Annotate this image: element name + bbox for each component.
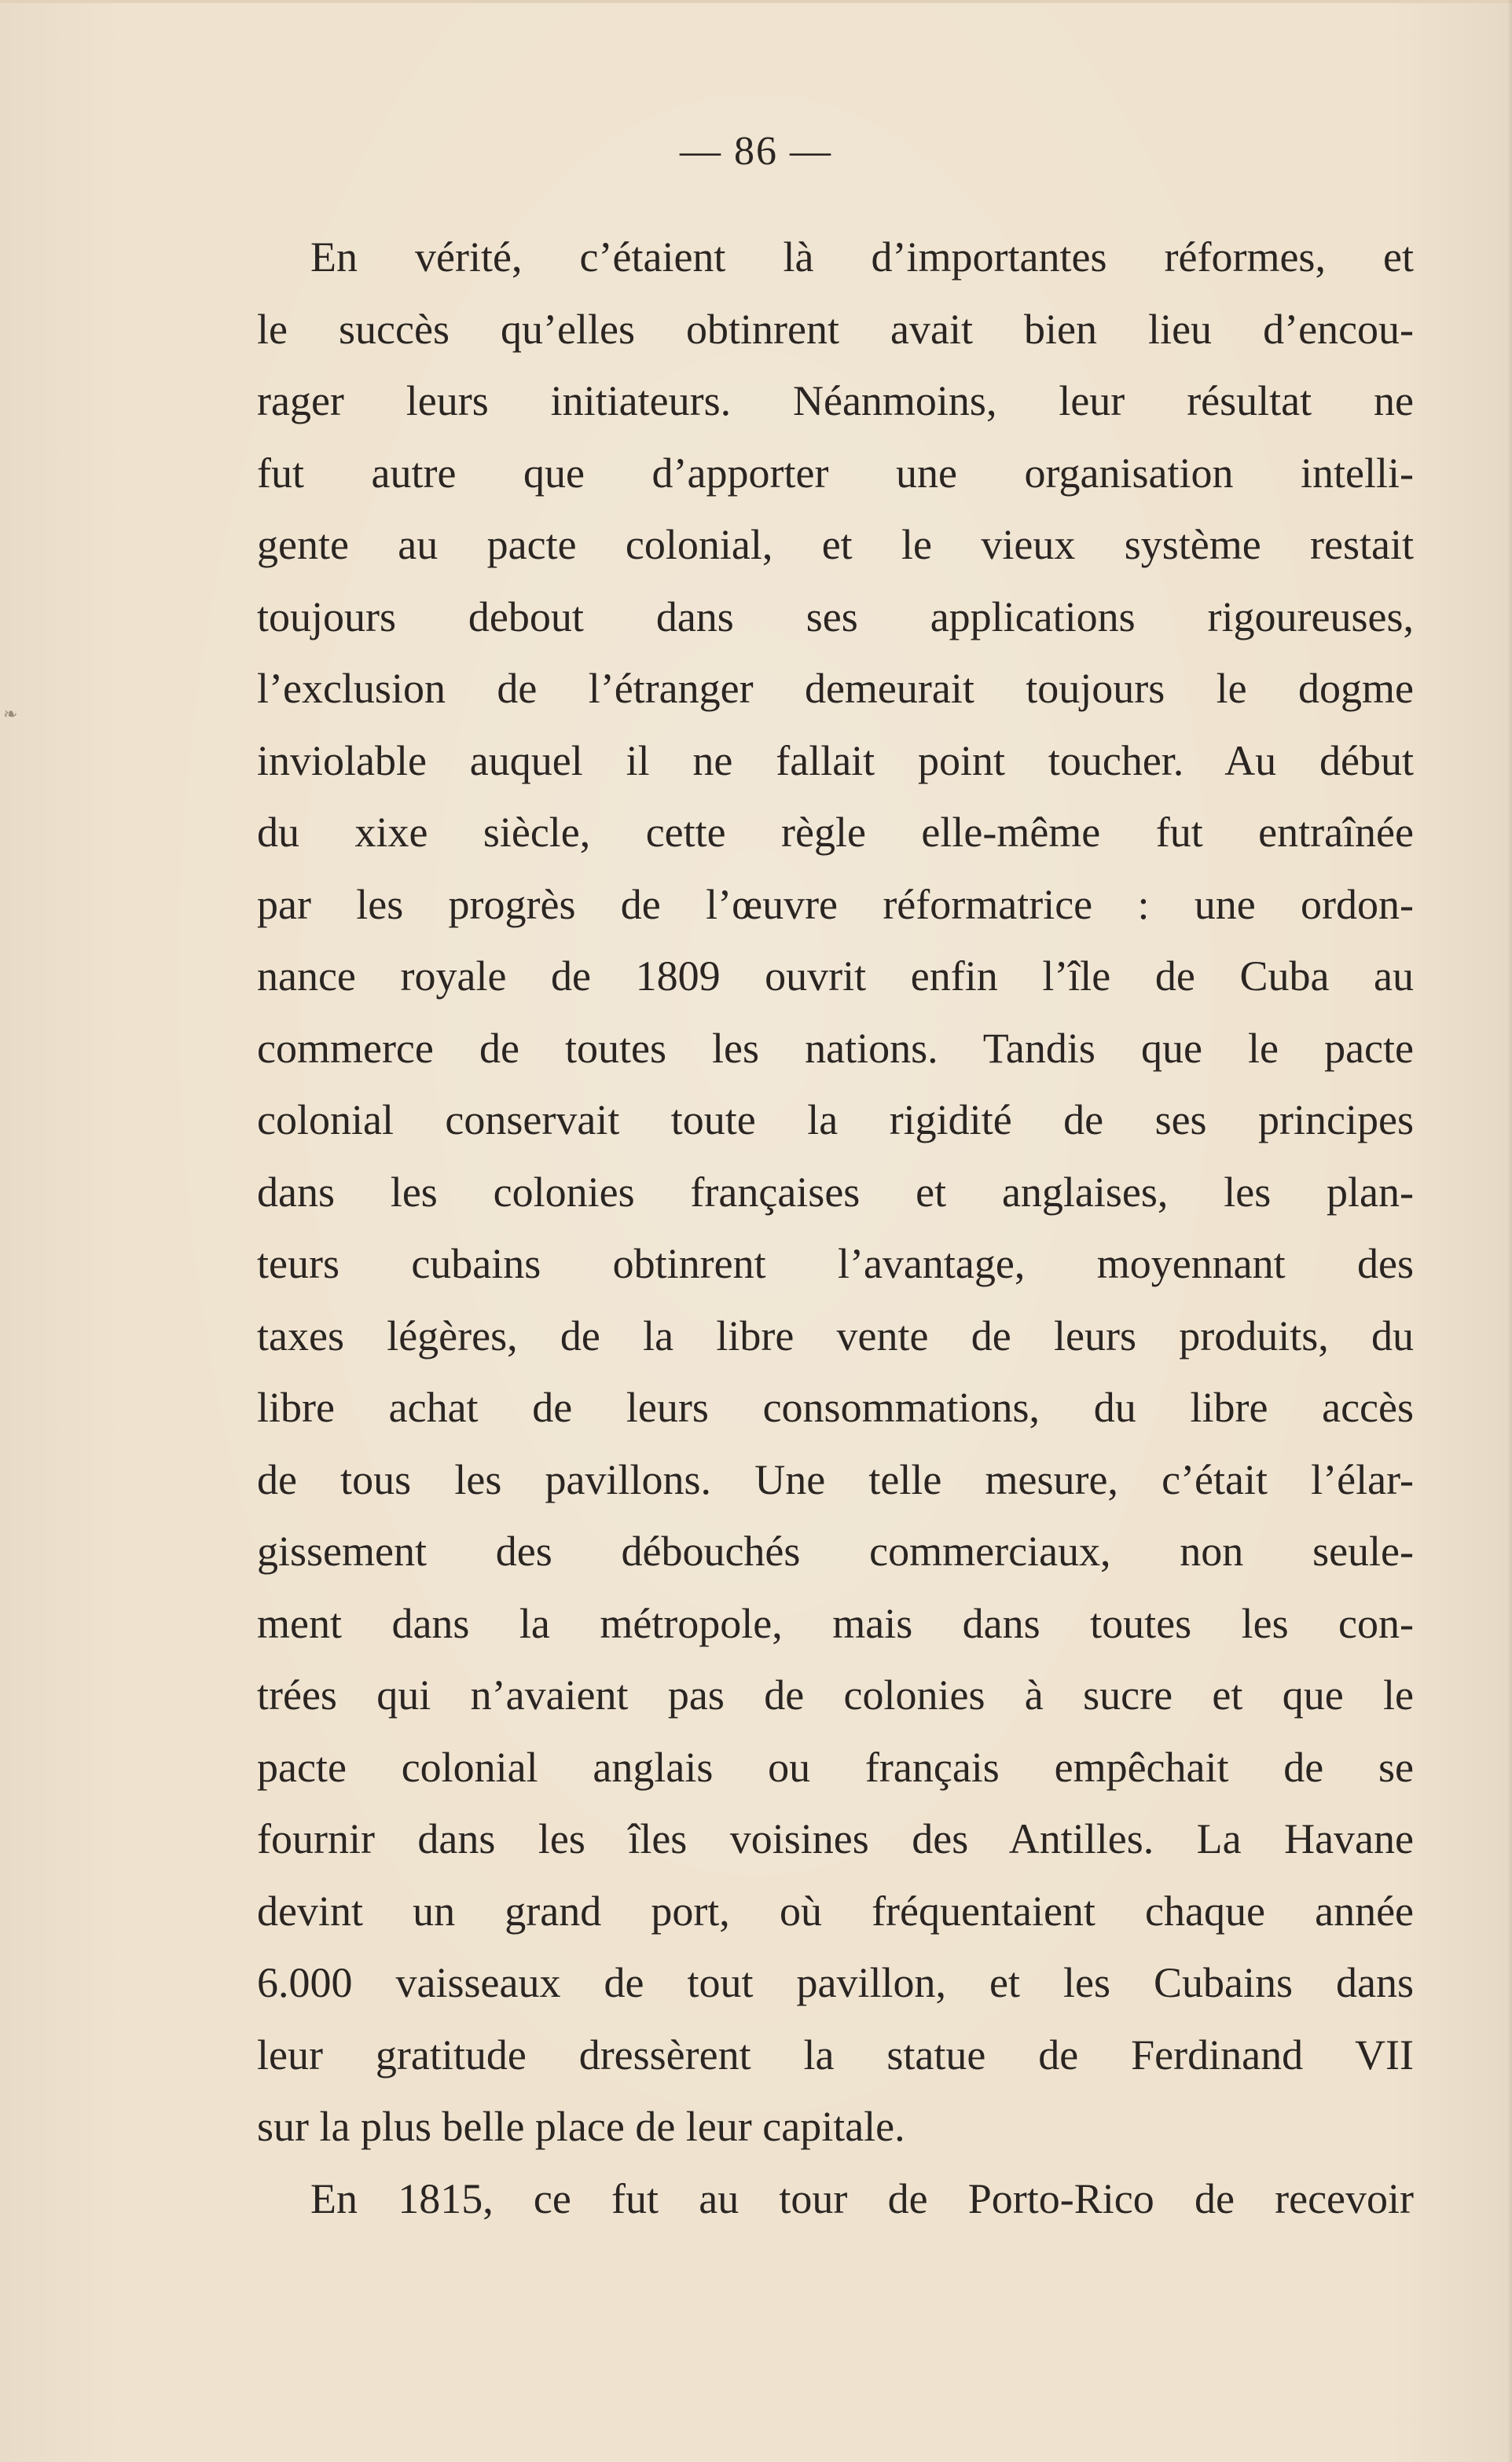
text-line: commerce de toutes les nations. Tandis que le pacte (257, 1024, 1414, 1072)
text-line: nance royale de 1809 ouvrit enfin l’île de Cuba au (257, 952, 1414, 1000)
text-line: dans les colonies françaises et anglaises, les plan- (257, 1168, 1414, 1216)
text-line: fut autre que d’apporter une organisation intelli- (257, 449, 1414, 497)
page-top-edge (0, 0, 1512, 3)
text-line: toujours debout dans ses applications rigoureuses, (257, 593, 1414, 640)
text-line: sur la plus belle place de leur capitale. (257, 2103, 905, 2150)
text-line: l’exclusion de l’étranger demeurait toujours le dogme (257, 665, 1414, 712)
body-text (257, 222, 1414, 2235)
text-line: En 1815, ce fut au tour de Porto-Rico de recevoir (310, 2174, 1414, 2222)
page-number: — 86 — (680, 129, 832, 174)
text-line: teurs cubains obtinrent l’avantage, moyennant des (257, 1240, 1414, 1287)
text-line: taxes légères, de la libre vente de leurs produits, du (257, 1312, 1414, 1359)
text-line: du xixe siècle, cette règle elle-même fut entraînée (257, 809, 1414, 856)
text-line: libre achat de leurs consommations, du libre accès (257, 1384, 1414, 1431)
page-right-edge (1507, 0, 1512, 2462)
text-line: En vérité, c’étaient là d’importantes réformes, et (310, 233, 1414, 281)
text-line: rager leurs initiateurs. Néanmoins, leur résultat ne (257, 377, 1414, 424)
text-line: colonial conservait toute la rigidité de ses principes (257, 1096, 1414, 1143)
text-line: par les progrès de l’œuvre réformatrice : une ordon- (257, 880, 1414, 928)
text-line: gente au pacte colonial, et le vieux système restait (257, 521, 1414, 568)
text-line: ment dans la métropole, mais dans toutes les con- (257, 1599, 1414, 1647)
text-line: 6.000 vaisseaux de tout pavillon, et les Cubains dans (257, 1959, 1414, 2006)
text-line: gissement des débouchés commerciaux, non seule- (257, 1528, 1414, 1575)
text-line: de tous les pavillons. Une telle mesure, c’était l’élar- (257, 1455, 1414, 1503)
text-line: pacte colonial anglais ou français empêchait de se (257, 1743, 1414, 1791)
text-line: le succès qu’elles obtinrent avait bien lieu d’encou- (257, 305, 1414, 353)
text-line: fournir dans les îles voisines des Antilles. La Havane (257, 1815, 1414, 1862)
text-line: devint un grand port, où fréquentaient chaque année (257, 1887, 1414, 1935)
margin-ornament-icon: ❧ (3, 704, 18, 724)
text-line: leur gratitude dressèrent la statue de Ferdinand VII (257, 2031, 1414, 2079)
text-line: trées qui n’avaient pas de colonies à sucre et que le (257, 1671, 1414, 1719)
text-line: inviolable auquel il ne fallait point toucher. Au début (257, 736, 1414, 784)
